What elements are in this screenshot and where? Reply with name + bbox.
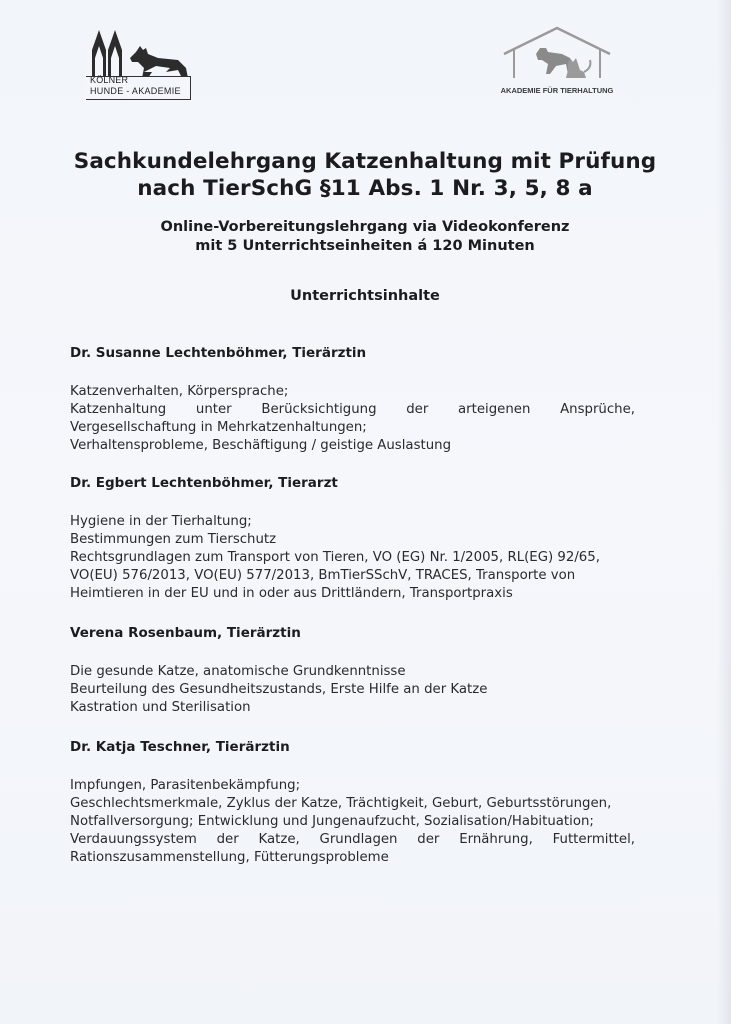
topic-line: Rationszusammenstellung, Fütterungsprobleme [70,850,389,865]
topic-list [70,383,635,455]
topic-line: Kastration und Sterilisation [70,700,251,715]
topic-line: Heimtieren in der EU und in oder aus Drittländern, Transportpraxis [70,586,513,601]
topic-line: Bestimmungen zum Tierschutz [70,532,277,547]
page-edge-shadow [717,0,731,1024]
topic-line: Impfungen, Parasitenbekämpfung; [70,778,301,793]
akademie-fuer-tierhaltung-logo [492,24,622,104]
topic-line: Beurteilung des Gesundheitszustands, Erste Hilfe an der Katze [70,682,488,697]
logo-text-line2: HUNDE - AKADEMIE [90,86,181,96]
topic-list [70,513,635,603]
topic-list [70,777,635,867]
speaker-block-1 [70,344,635,455]
topic-line: Katzenverhalten, Körpersprache; [70,384,289,399]
subtitle-line-1: Online-Vorbereitungslehrgang via Videokonferenz [160,219,570,235]
logo-text: AKADEMIE FÜR TIERHALTUNG [500,86,614,95]
speaker-name: Verena Rosenbaum, Tierärztin [70,625,301,641]
topic-line: Geschlechtsmerkmale, Zyklus der Katze, Trächtigkeit, Geburt, Geburtsstörungen, [70,796,612,811]
speaker-name: Dr. Egbert Lechtenböhmer, Tierarzt [70,475,338,491]
topic-line: VO(EU) 576/2013, VO(EU) 577/2013, BmTierSSchV, TRACES, Transporte von [70,568,576,583]
cathedral-dog-icon [86,28,194,80]
document-title [40,148,690,202]
topic-line: Katzenhaltung unter Berücksichtigung der arteigenen Ansprüche, [70,402,635,417]
subtitle-line-2: mit 5 Unterrichtseinheiten á 120 Minuten [195,238,535,254]
speaker-block-4 [70,738,635,867]
topic-line: Notfallversorgung; Entwicklung und Jungenaufzucht, Sozialisation/Habituation; [70,814,594,829]
speaker-name: Dr. Katja Teschner, Tierärztin [70,739,290,755]
speaker-block-2 [70,474,635,603]
document-subtitle [40,218,690,256]
koelner-hunde-akademie-logo [86,28,194,100]
title-line-2: nach TierSchG §11 Abs. 1 Nr. 3, 5, 8 a [137,176,593,201]
logo-text-line1: KÖLNER [90,75,129,85]
topic-line: Rechtsgrundlagen zum Transport von Tieren, VO (EG) Nr. 1/2005, RL(EG) 92/65, [70,550,600,565]
topic-line: Verhaltensprobleme, Beschäftigung / geistige Auslastung [70,438,452,453]
topic-line: Die gesunde Katze, anatomische Grundkenntnisse [70,664,406,679]
topic-line: Verdauungssystem der Katze, Grundlagen der Ernährung, Futtermittel, [70,832,635,847]
topic-list [70,663,635,717]
section-heading: Unterrichtsinhalte [290,288,440,304]
title-line-1: Sachkundelehrgang Katzenhaltung mit Prüfung [73,149,657,174]
speaker-name: Dr. Susanne Lechtenböhmer, Tierärztin [70,345,367,361]
topic-line: Vergesellschaftung in Mehrkatzenhaltungen; [70,420,367,435]
speaker-block-3 [70,624,635,717]
house-dog-cat-icon [500,24,614,84]
topic-line: Hygiene in der Tierhaltung; [70,514,252,529]
